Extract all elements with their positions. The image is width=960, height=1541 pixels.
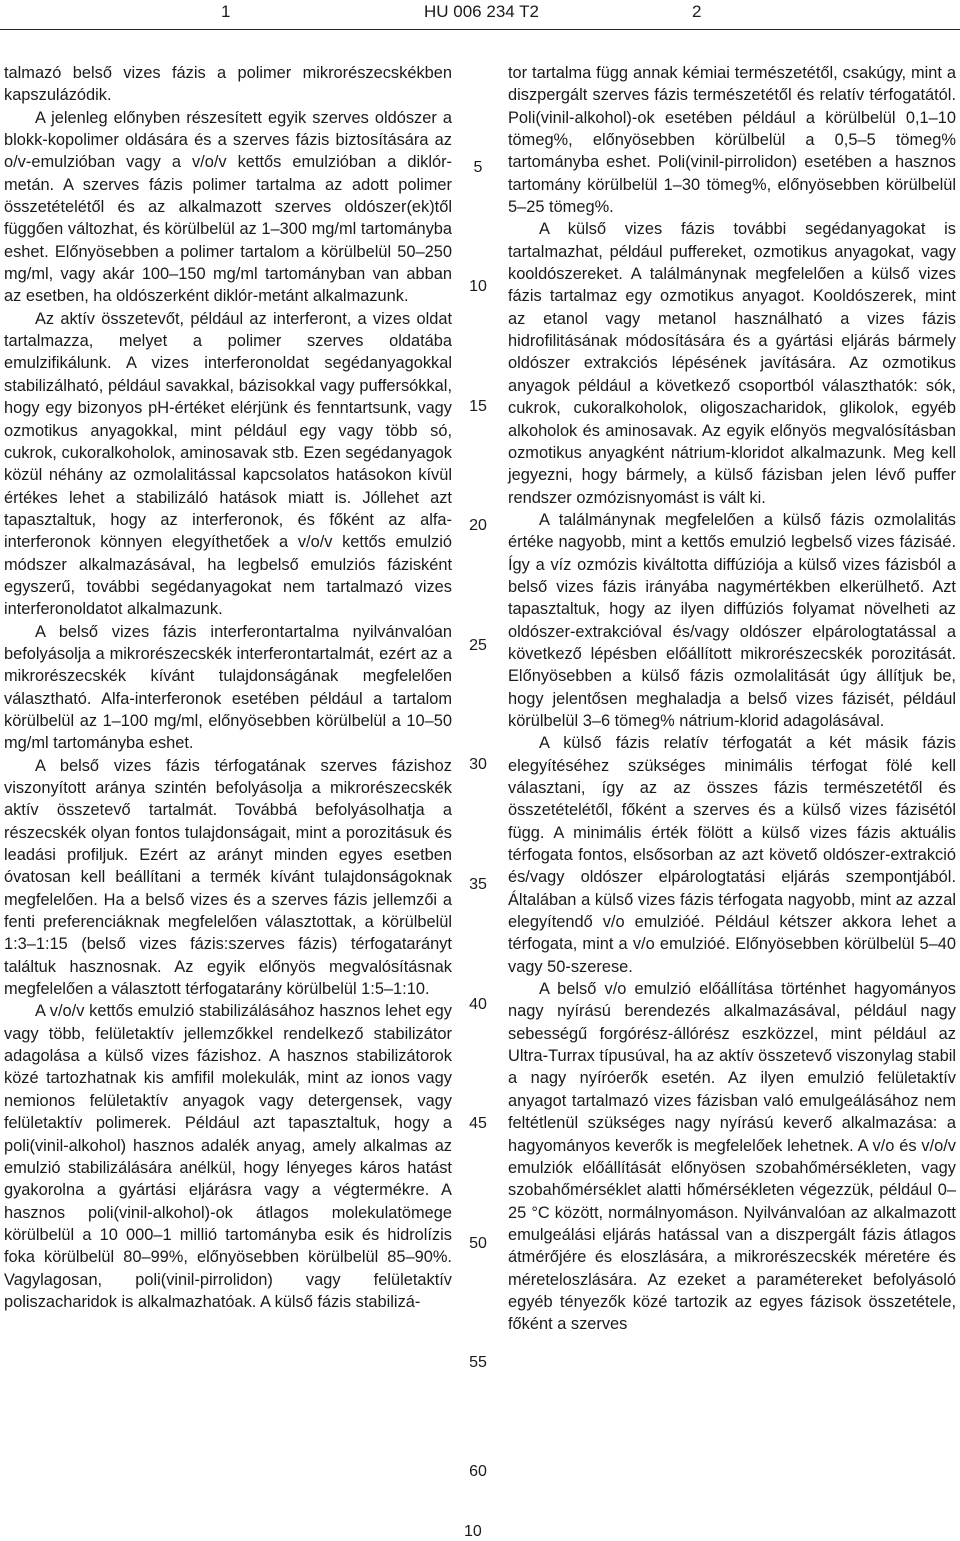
line-number-35: 35 bbox=[469, 876, 487, 893]
left-paragraph-1: talmazó belső vizes fázis a polimer mikrorészecskékben kapszulázódik. bbox=[4, 64, 452, 105]
left-column bbox=[4, 62, 452, 1313]
header-rule bbox=[0, 29, 960, 30]
right-paragraph-5: A belső v/o emulzió előállítása történhet hagyományos nagy nyírású berendezés alkalmazásával, például nagy sebességű forgórész-állórész eszközzel, mint például az Ultra-Turrax típusúval, ha az aktív összetevő viszonylag stabil a nagy nyíróerők esetén. Az ilyen emulzió felületaktív anyagot tartalmazó vizes fázisban való emulgeálásához nem feltétlenül szükséges nagy nyírású keverő alkalmazása: a hagyományos keverők is megfelelőek lehetnek. A v/o és v/o/v emulziók előállítását előnyösen szobahőmérsékleten, vagy szobahőmérséklet alatti hőmérsékleten végezzük, például 0–25 °C között, normálnyomáson. Nyilvánvalóan az alkalmazott emulgeálási eljárás hatással van a diszpergált fázis átlagos átmérőjére és eloszlására, a mikrorészecskék méretére és méreteloszlására. Az ezeket a paramétereket befolyásoló egyéb tényezők közé tartozik az egyes fázisok összetétele, főként a szerves bbox=[508, 980, 956, 1334]
right-paragraph-1: tor tartalma függ annak kémiai természetétől, csakúgy, mint a diszpergált szerves fázis természetétől és relatív térfogatától. Poli(vinil-alkohol)-ok esetében például a körülbelül 0,1–10 tömeg%, előnyösebben körülbelül a 0,5–5 tömeg% tartományba eshet. Poli(vinil-pirrolidon) esetében a hasznos tartomány körülbelül 1–30 tömeg%, előnyösebben körülbelül 5–25 tömeg%. bbox=[508, 64, 956, 217]
patent-identifier: HU 006 234 T2 bbox=[424, 2, 539, 21]
right-paragraph-3: A találmánynak megfelelően a külső fázis ozmolalitás értéke nagyobb, mint a kettős emulzió legbelső vizes fázisáé. Így a víz ozmózis kiváltotta diffúziója a külső vizes fázisból a belső vizes fázis irányába nagymértékben elkerülhető. Azt tapasztaltuk, hogy az ilyen diffúziós folyamat növelheti az oldószer-extrakcióval és/vagy oldószer elpárologtatással a következő lépésben előállított mikrorészecskék porozitását. Előnyösebben a külső fázis ozmolalitását úgy állítjuk be, hogy jelentősen meghaladja a belső vizes fázisét, például körülbelül 3–6 tömeg% nátrium-klorid adagolásával. bbox=[508, 510, 956, 730]
left-page-number: 1 bbox=[221, 2, 231, 21]
right-page-number: 2 bbox=[692, 2, 702, 21]
left-paragraph-4: A belső vizes fázis interferontartalma nyilvánvalóan befolyásolja a mikrorészecskék interferontartalmát, ezért az a mikrorészecskék kívánt tulajdonságának megfelelően választható. Alfa-interferonok esetében például a tartalom körülbelül az 1–100 mg/ml, előnyösebben körülbelül a 10–50 mg/ml tartományba eshet. bbox=[4, 622, 452, 753]
right-paragraph-2: A külső vizes fázis további segédanyagokat is tartalmazhat, például puffereket, ozmotikus anyagokat, vagy kooldószereket. A találmánynak megfelelően a külső vizes fázis tartalmaz egy ozmotikus anyagot. Kooldószerek, mint az etanol vagy metanol használható a vizes fázis hidrofilitásának módosítására és a gyártási eljárás bármely oldószer extrakciós lépésének javítására. Az ozmotikus anyagok például a következő csoportból választhatók: sók, cukrok, cukoralkoholok, oligoszacharidok, glikolok, egyéb alkoholok és aminosavak. Az egyik előnyös megvalósításban ozmotikus anyagként nátrium-kloridot alkalmazunk. Meg kell jegyezni, hogy bármely, a külső fázisban jelen lévő puffer rendszer ozmózisnyomást is vált ki. bbox=[508, 220, 956, 507]
line-number-55: 55 bbox=[469, 1354, 487, 1371]
left-paragraph-2: A jelenleg előnyben részesített egyik szerves oldószer a blokk-kopolimer oldására és a szerves fázis biztosítására az o/v-emulzióban vagy a v/o/v kettős emulzióban a diklór-metán. A szerves fázis polimer tartalma az adott polimer összetételétől és az alkalmazott szerves oldószer(ek)től függően változhat, és körülbelül az 1–300 mg/ml tartományba eshet. Előnyösebben a polimer tartalom a körülbelül 50–250 mg/ml, vagy akár 100–150 mg/ml tartományban van abban az esetben, ha oldószerként diklór-metánt alkalmazunk. bbox=[4, 108, 452, 306]
line-number-40: 40 bbox=[469, 996, 487, 1013]
line-number-30: 30 bbox=[469, 756, 487, 773]
left-paragraph-5: A belső vizes fázis térfogatának szerves fázishoz viszonyított aránya szintén befolyásolja a mikrorészecskék aktív összetevő tartalmát. Továbbá befolyásolhatja a részecskék olyan fontos tulajdonságait, mint a porozitásuk és leadási profiljuk. Ezért az arányt minden egyes esetben óvatosan kell beállítani a termék kívánt tulajdonságoknak megfelelően. Ha a belső vizes és a szerves fázis jellemzői a fenti preferenciáknak megfelelően választottak, a körülbelül 1:3–1:15 (belső vizes fázis:szerves fázis) térfogatarányt találtuk hasznosnak. Az egyik előnyös megvalósításnak megfelelően a választott térfogatarány körülbelül 1:5–1:10. bbox=[4, 756, 452, 999]
line-number-50: 50 bbox=[469, 1235, 487, 1252]
right-paragraph-4: A külső fázis relatív térfogatát a két másik fázis elegyítéséhez szükséges minimális térfogat fölé kell választani, így az az összes fázis természetétől és összetételétől, főként a szerves és a külső vizes fázisétól függ. A minimális érték fölött a külső vizes fázis aktuális térfogata fontos, elsősorban az azt követő oldószer-extrakció és/vagy oldószer elpárologtatási eljárás szempontjából. Általában a külső vizes fázis térfogata nagyobb, mint az azzal elegyítendő v/o emulzióé. Például kétszer akkora lehet a térfogata, mint a v/o emulzióé. Előnyösebben körülbelül 5–40 vagy 50-szerese. bbox=[508, 734, 956, 976]
line-number-5: 5 bbox=[473, 159, 483, 176]
left-paragraph-3: Az aktív összetevőt, például az interferont, a vizes oldat tartalmazza, melyet a polimer szerves oldatába emulzifikálunk. A vizes interferonoldat segédanyagokkal stabilizálható, például savakkal, bázisokkal vagy puffersókkal, hogy egy bizonyos pH-értéket elérjünk és fenntartsunk, vagy ozmotikus anyagokkal, mint például egy vagy több só, cukrok, cukoralkoholok, aminosavak stb. Ezen segédanyagok közül néhány az ozmolalitással kapcsolatos hatásokon kívül értékes lehet a stabilizáló hatások miatt is. Jóllehet azt tapasztaltuk, hogy az interferonok, és főként az alfa-interferonok könnyen elegyíthetőek a v/o/v kettős emulzió módszer alkalmazásával, ha legbelső emulziós fázisként egyszerű, további segédanyagokat nem tartalmazó vizes interferonoldatot alkalmazunk. bbox=[4, 309, 452, 619]
left-paragraph-6: A v/o/v kettős emulzió stabilizálásához hasznos lehet egy vagy több, felületaktív jellemzőkkel rendelkező stabilizátor adagolása a külső vizes fázishoz. A hasznos stabilizátorok közé tartozhatnak kis amfifil molekulák, mint az ionos vagy nemionos felületaktív anyagok vagy detergensek, vagy felületaktív polimerek. Például azt tapasztaltuk, hogy a poli(vinil-alkohol) hasznos adalék anyag, amely alkalmas az emulzió stabilizálására anélkül, hogy lényeges káros hatást gyakorolna a gyártási eljárásra vagy a végtermékre. A hasznos poli(vinil-alkohol)-ok átlagos molekulatömege körülbelül a 10 000–1 millió tartományba esik és hidrolízis foka körülbelül 80–99%, előnyösebben körülbelül 85–90%. Vagylagosan, poli(vinil-pirrolidon) vagy felületaktív poliszacharidok is alkalmazhatóak. A külső fázis stabilizá- bbox=[4, 1002, 452, 1311]
line-number-20: 20 bbox=[469, 517, 487, 534]
line-number-45: 45 bbox=[469, 1115, 487, 1132]
line-number-60: 60 bbox=[469, 1463, 487, 1480]
line-number-10: 10 bbox=[469, 278, 487, 295]
line-number-15: 15 bbox=[469, 398, 487, 415]
right-column bbox=[508, 62, 956, 1336]
page-number: 10 bbox=[464, 1523, 482, 1540]
line-number-25: 25 bbox=[469, 637, 487, 654]
